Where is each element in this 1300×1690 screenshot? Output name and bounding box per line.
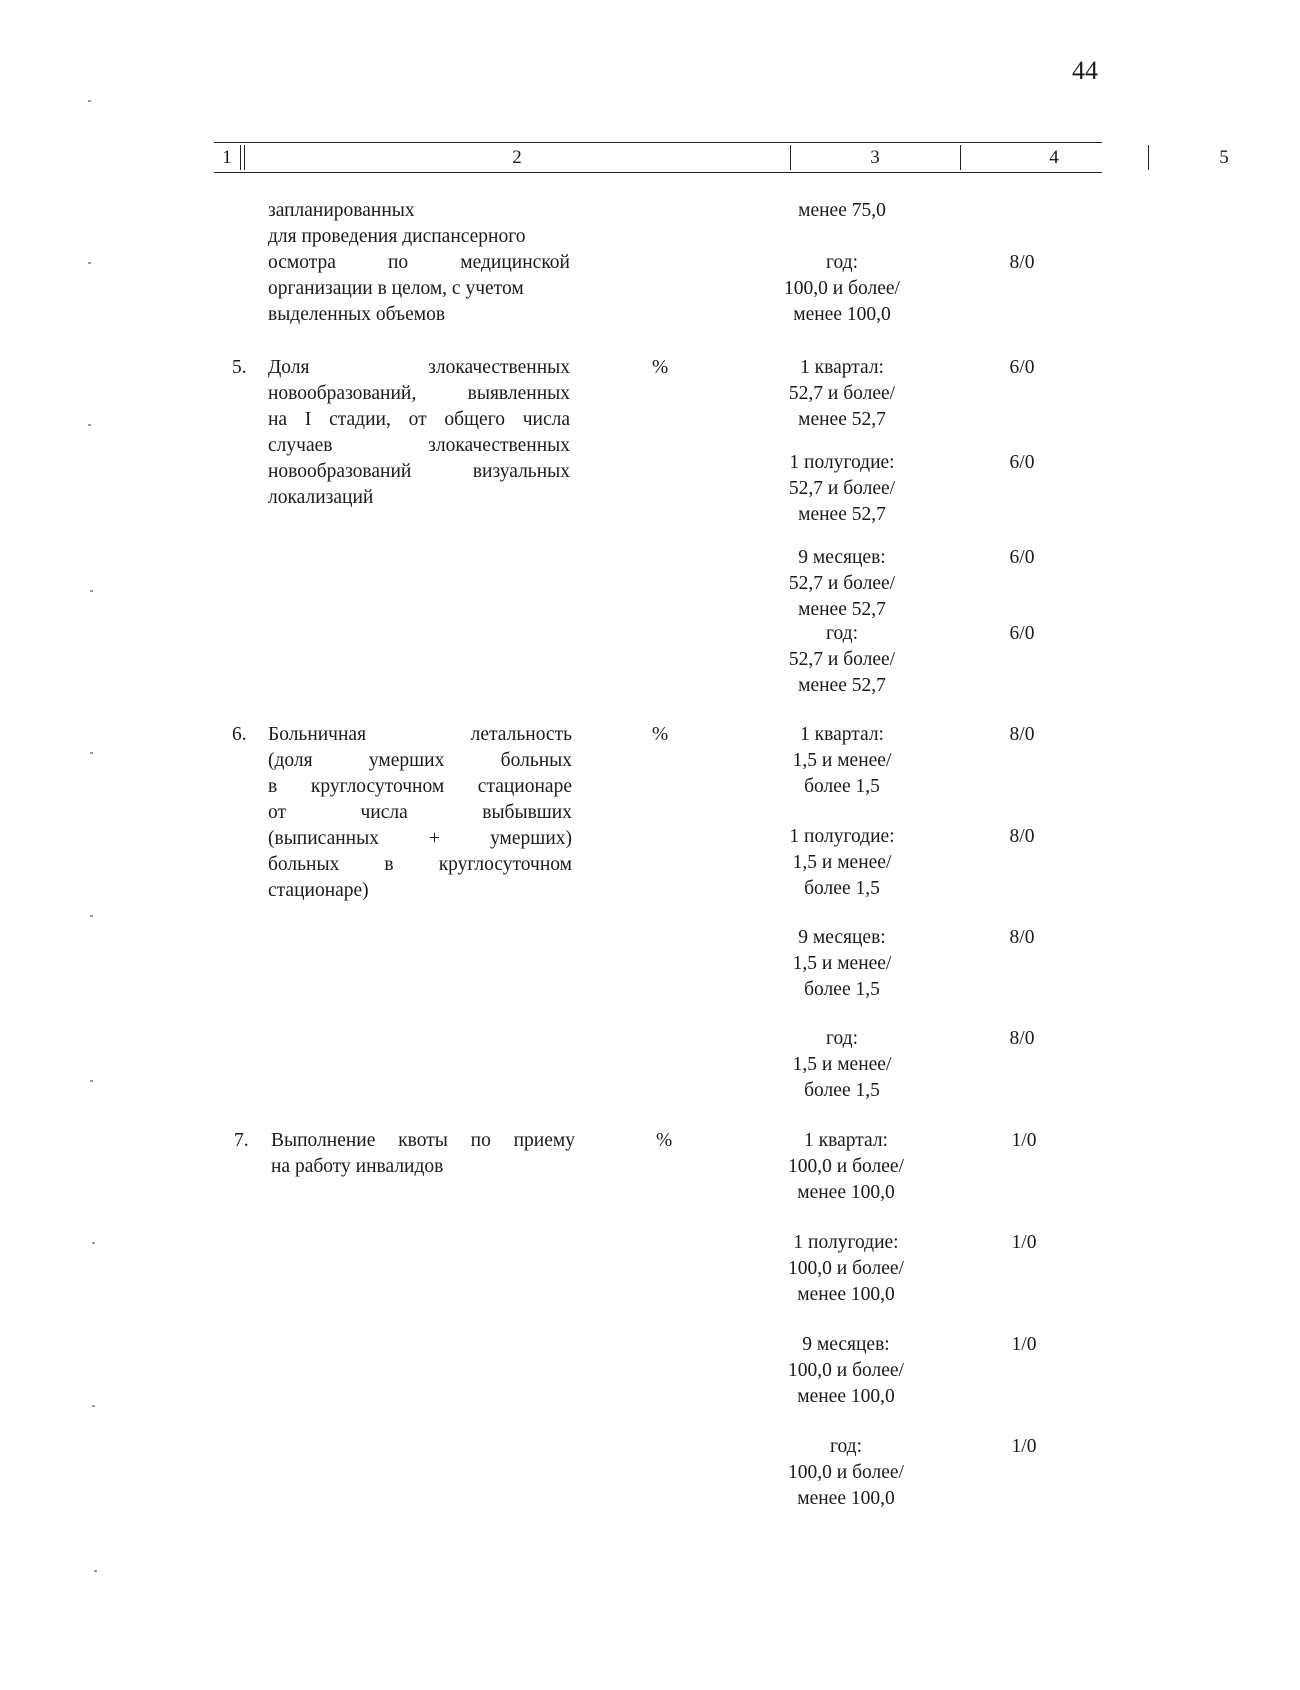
row-number: 5.	[232, 357, 247, 378]
period-value: 1 квартал: 100,0 и более/ менее 100,0	[788, 1130, 904, 1203]
description-line: Выполнение квоты по приему	[271, 1130, 575, 1151]
description-line: (доля умерших больных	[268, 750, 572, 771]
period-score: 6/0	[1009, 357, 1035, 378]
period-score: 8/0	[1009, 927, 1035, 948]
description-line: больных в круглосуточном	[268, 854, 572, 875]
description-line: от числа выбывших	[268, 802, 572, 823]
scan-speck	[92, 1242, 95, 1244]
period-score: 8/0	[1009, 724, 1035, 745]
row-number: 6.	[232, 724, 247, 745]
period-score: 8/0	[1009, 826, 1035, 847]
column-header-row	[214, 142, 1229, 173]
column-header-5: 5	[1219, 147, 1229, 168]
column-header-1: 1	[222, 147, 232, 168]
column-header-3: 3	[870, 147, 880, 168]
row-description	[271, 1128, 575, 1180]
period-score: 1/0	[1011, 1232, 1037, 1253]
period-value: 9 месяцев: 1,5 и менее/ более 1,5	[792, 927, 892, 1000]
description-line: Доля злокачественных	[268, 357, 570, 378]
period-value: 1 полугодие: 1,5 и менее/ более 1,5	[789, 826, 895, 899]
period-value: год: 100,0 и более/ менее 100,0	[784, 252, 900, 325]
scan-speck	[88, 100, 91, 102]
unit: %	[656, 1130, 673, 1151]
column-divider	[240, 145, 241, 170]
page-number: 44	[1072, 56, 1098, 85]
period-value: год: 1,5 и менее/ более 1,5	[792, 1028, 892, 1101]
unit: %	[652, 724, 669, 745]
period-score: 1/0	[1011, 1436, 1037, 1457]
period-score: 1/0	[1011, 1130, 1037, 1151]
period-score: 6/0	[1009, 452, 1035, 473]
description-line: на I стадии, от общего числа	[268, 409, 570, 430]
description-line: Больничная летальность	[268, 724, 572, 745]
period-value: 1 полугодие: 100,0 и более/ менее 100,0	[788, 1232, 904, 1305]
column-header-2: 2	[512, 147, 522, 168]
description-line: (выписанных + умерших)	[268, 828, 572, 849]
period-value: 1 квартал: 1,5 и менее/ более 1,5	[792, 724, 892, 797]
description-line: запланированных	[268, 200, 415, 221]
period-value: 1 полугодие: 52,7 и более/ менее 52,7	[788, 452, 896, 525]
scan-speck	[90, 1080, 93, 1082]
description-line: новообразований, выявленных	[268, 383, 570, 404]
description-line: в круглосуточном стационаре	[268, 776, 572, 797]
description-line: выделенных объемов	[268, 304, 446, 325]
period-score: 6/0	[1009, 547, 1035, 568]
period-score: 8/0	[1009, 1028, 1035, 1049]
description-line: на работу инвалидов	[271, 1156, 444, 1177]
description-line: организации в целом, с учетом	[268, 278, 524, 299]
scan-speck	[90, 590, 93, 592]
description-line: локализаций	[268, 487, 374, 508]
period-score: 6/0	[1009, 623, 1035, 644]
description-line: осмотра по медицинской	[268, 252, 570, 273]
scan-speck	[90, 915, 93, 917]
period-value: 9 месяцев: 52,7 и более/ менее 52,7	[788, 547, 896, 620]
description-line: стационаре)	[268, 880, 369, 901]
period-score: 8/0	[1009, 252, 1035, 273]
scan-speck	[94, 1570, 97, 1572]
unit: %	[652, 357, 669, 378]
scan-speck	[88, 424, 91, 426]
period-value: 9 месяцев: 100,0 и более/ менее 100,0	[788, 1334, 904, 1407]
description-line: для проведения диспансерного	[268, 226, 526, 247]
description-line: случаев злокачественных	[268, 435, 570, 456]
scan-speck	[92, 1405, 95, 1407]
period-value: год: 52,7 и более/ менее 52,7	[788, 623, 896, 696]
period-value: год: 100,0 и более/ менее 100,0	[788, 1436, 904, 1509]
row-description	[268, 355, 570, 511]
period-score: 1/0	[1011, 1334, 1037, 1355]
scan-speck	[88, 262, 91, 264]
period-value: менее 75,0	[798, 200, 886, 221]
description-line: новообразований визуальных	[268, 461, 570, 482]
row-number: 7.	[234, 1130, 249, 1151]
continuation-description	[268, 198, 570, 328]
column-header-4: 4	[1049, 147, 1059, 168]
period-value: 1 квартал: 52,7 и более/ менее 52,7	[788, 357, 896, 430]
row-description	[268, 722, 572, 904]
scan-speck	[90, 752, 93, 754]
